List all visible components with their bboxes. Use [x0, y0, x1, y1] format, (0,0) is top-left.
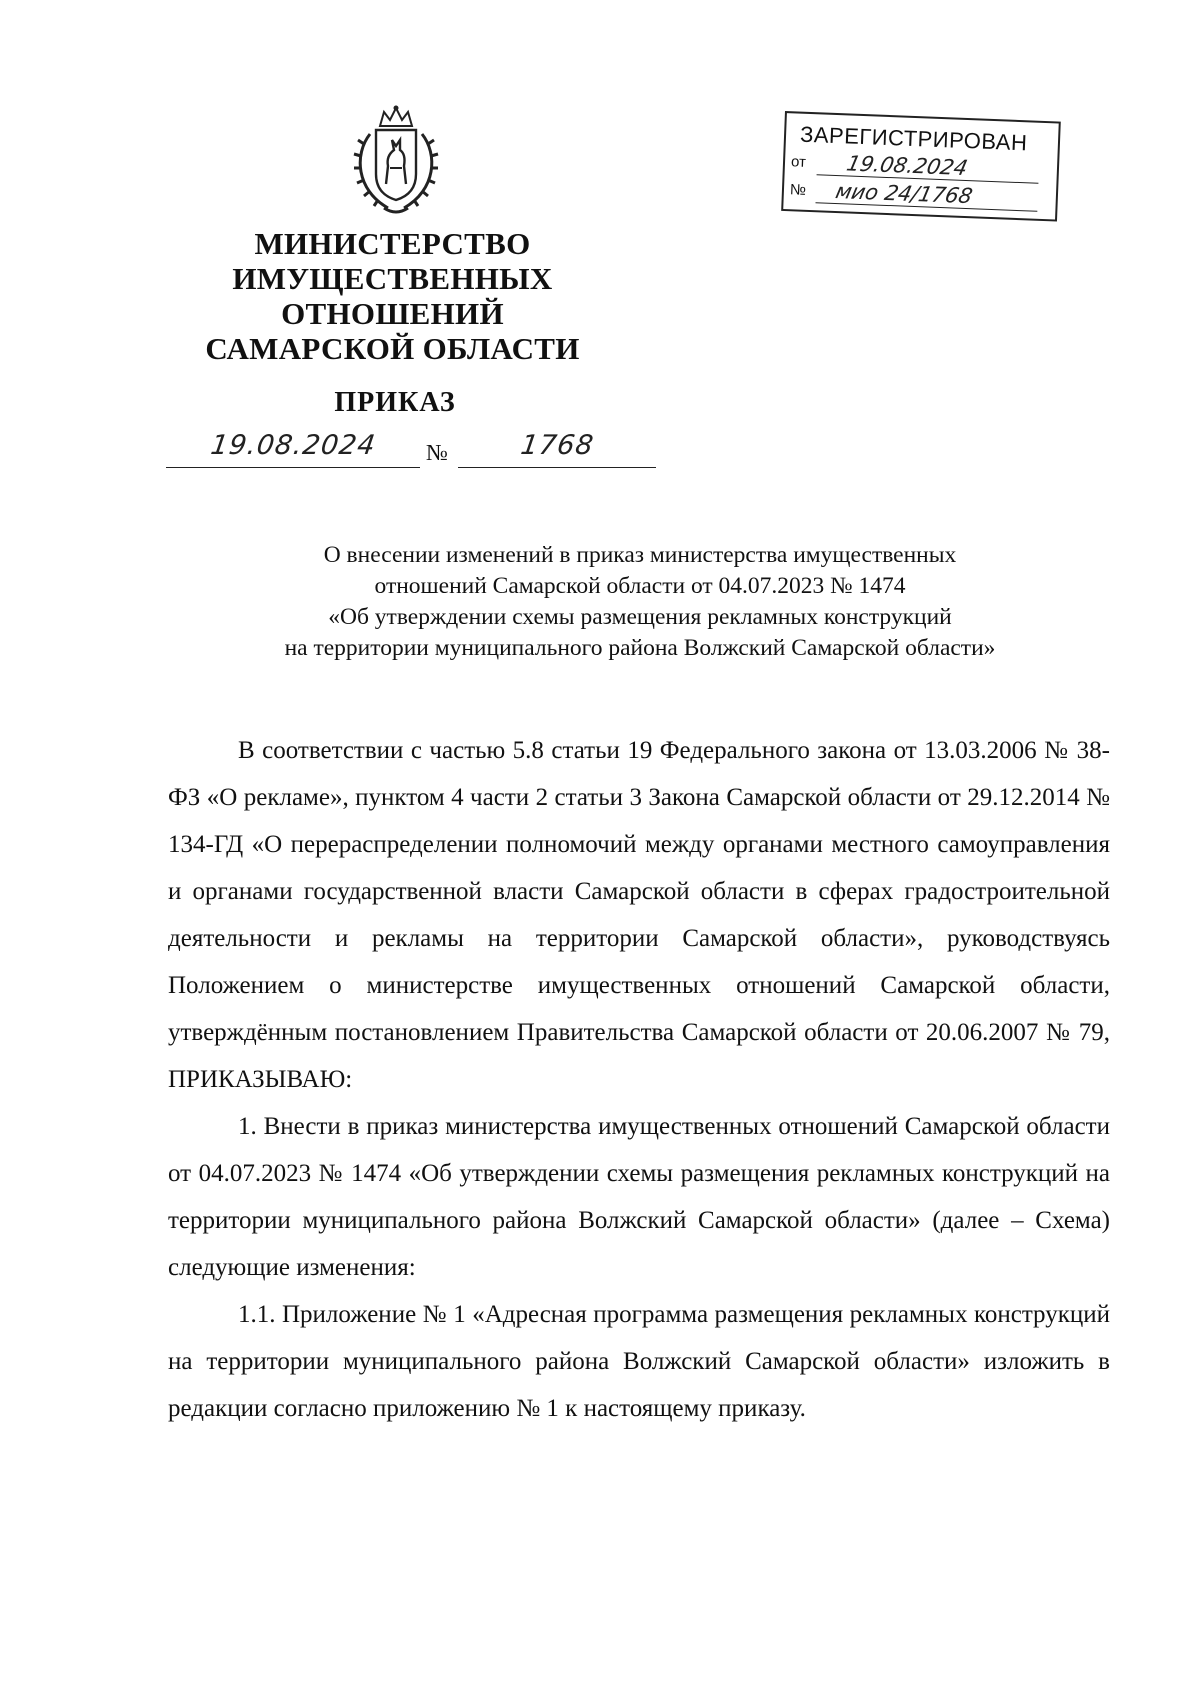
ministry-name [205, 226, 580, 366]
subject-line: отношений Самарской области от 04.07.2023 № 1474 [374, 573, 906, 599]
stamp-number-value: мио 24/1768 [833, 179, 975, 209]
order-date-field [166, 430, 420, 468]
subject-line: «Об утверждении схемы размещения рекламных конструкций [328, 604, 952, 630]
stamp-title: ЗАРЕГИСТРИРОВАН [799, 121, 1028, 156]
item-1-1-paragraph: 1.1. Приложение № 1 «Адресная программа размещения рекламных конструкций на территории муниципального района Волжский Самарской области» изложить в редакции согласно приложению № 1 к настоящему приказу. [168, 1301, 1110, 1422]
stamp-from-value: 19.08.2024 [844, 151, 970, 180]
ministry-line: МИНИСТЕРСТВО [254, 226, 531, 261]
item-1-paragraph: 1. Внести в приказ министерства имущественных отношений Самарской области от 04.07.2023 № 1474 «Об утверждении схемы размещения рекламных конструкций на территории муниципального района Волжский Самарской области» (далее – Схема) следующие изменения: [168, 1113, 1110, 1281]
registration-stamp [781, 111, 1061, 222]
preamble-paragraph: В соответствии с частью 5.8 статьи 19 Федерального закона от 13.03.2006 № 38-ФЗ «О рекламе», пунктом 4 части 2 статьи 3 Закона Самарской области от 29.12.2014 № 134-ГД «О перераспределении полномочий между органами местного самоуправления и органами государственной власти Самарской области в сферах градостроительной деятельности и рекламы на территории Самарской области», руководствуясь Положением о министерстве имущественных отношений Самарской области, утверждённым постановлением Правительства Самарской области от 20.06.2007 № 79, ПРИКАЗЫВАЮ: [168, 737, 1110, 1093]
order-number-field [458, 430, 656, 468]
stamp-from-label: от [790, 153, 807, 171]
order-subject [200, 540, 1080, 664]
number-sign: № [426, 440, 448, 465]
order-number-handwritten: 1768 [518, 430, 596, 461]
coat-of-arms-icon [348, 104, 444, 218]
subject-line: на территории муниципального района Волжский Самарской области» [284, 635, 996, 661]
ministry-line: ИМУЩЕСТВЕННЫХ [232, 261, 553, 296]
ministry-line: ОТНОШЕНИЙ [281, 296, 504, 331]
order-body [168, 727, 1110, 1432]
order-title: ПРИКАЗ [334, 387, 456, 418]
stamp-number-label: № [789, 181, 807, 199]
subject-line: О внесении изменений в приказ министерства имущественных [323, 542, 957, 568]
ministry-line: САМАРСКОЙ ОБЛАСТИ [205, 331, 580, 366]
order-date-handwritten: 19.08.2024 [208, 430, 378, 461]
